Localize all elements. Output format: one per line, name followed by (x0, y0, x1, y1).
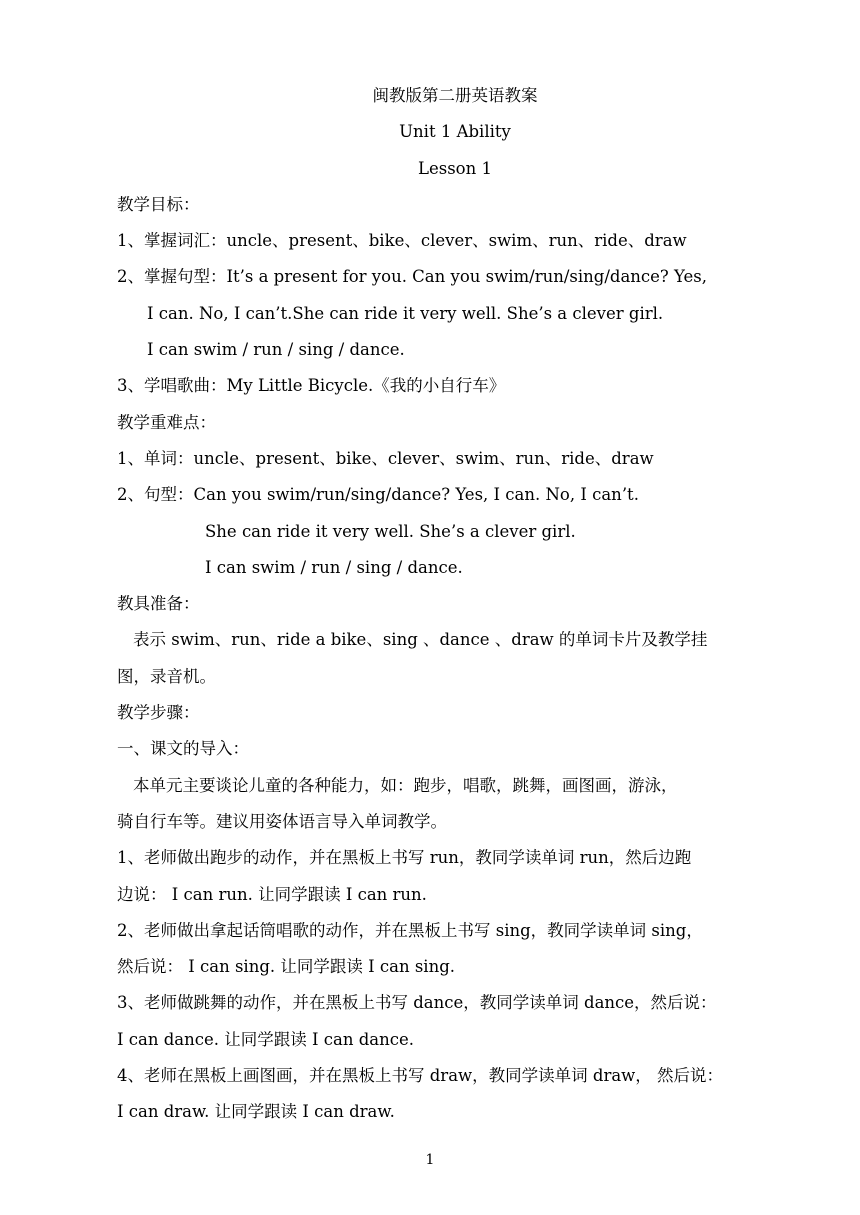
materials-text: 表示 swim、run、ride a bike、sing 、dance 、draw 的单词卡片及教学挂 (133, 630, 708, 650)
step-item-continued: I can dance. 让同学跟读 I can dance. (117, 1029, 414, 1049)
intro-paragraph-continued: 骑自行车等。建议用姿体语言导入单词教学。 (117, 811, 447, 831)
key-point-item: 1、单词：uncle、present、bike、clever、swim、run、ride、draw (117, 448, 654, 468)
step-item: 4、老师在黑板上画图画，并在黑板上书写 draw，教同学读单词 draw， 然后说： (117, 1066, 724, 1086)
step-item-continued: I can draw. 让同学跟读 I can draw. (117, 1102, 395, 1122)
key-points-heading: 教学重难点： (117, 412, 216, 432)
objective-item: 3、学唱歌曲：My Little Bicycle.《我的小自行车》 (117, 376, 506, 396)
steps-heading: 教学步骤： (117, 703, 200, 723)
step-item: 2、老师做出拿起话筒唱歌的动作，并在黑板上书写 sing，教同学读单词 sing， (117, 920, 703, 940)
materials-text-continued: 图，录音机。 (117, 666, 216, 686)
step-item: 3、老师做跳舞的动作，并在黑板上书写 dance，教同学读单词 dance，然后说： (117, 993, 717, 1013)
step-item: 1、老师做出跑步的动作，并在黑板上书写 run，教同学读单词 run，然后边跑 (117, 848, 692, 868)
step-item-continued: 边说： I can run. 让同学跟读 I can run. (117, 884, 427, 904)
objective-item: 1、掌握词汇：uncle、present、bike、clever、swim、run、ride、draw (117, 231, 687, 251)
document-body (117, 78, 793, 1131)
lesson-title: Lesson 1 (418, 158, 492, 178)
document-title: 闽教版第二册英语教案 (372, 86, 538, 105)
key-point-item-continued: I can swim / run / sing / dance. (205, 557, 463, 577)
step-item-continued: 然后说： I can sing. 让同学跟读 I can sing. (117, 957, 456, 977)
page-number: 1 (425, 1152, 435, 1168)
objective-item-continued: I can. No, I can’t.She can ride it very well. She’s a clever girl. (147, 303, 664, 323)
key-point-item-continued: She can ride it very well. She’s a clever girl. (205, 521, 576, 541)
key-point-item: 2、句型：Can you swim/run/sing/dance? Yes, I can. No, I can’t. (117, 485, 639, 505)
objectives-heading: 教学目标： (117, 194, 200, 214)
intro-paragraph: 本单元主要谈论儿童的各种能力，如：跑步，唱歌，跳舞，画图画，游泳， (133, 775, 678, 795)
section-heading: 一、课文的导入： (117, 739, 249, 759)
objective-item: 2、掌握句型：It’s a present for you. Can you swim/run/sing/dance? Yes, (117, 267, 707, 287)
objective-item-continued: I can swim / run / sing / dance. (147, 340, 405, 360)
materials-heading: 教具准备： (117, 594, 200, 614)
unit-title: Unit 1 Ability (399, 122, 511, 142)
